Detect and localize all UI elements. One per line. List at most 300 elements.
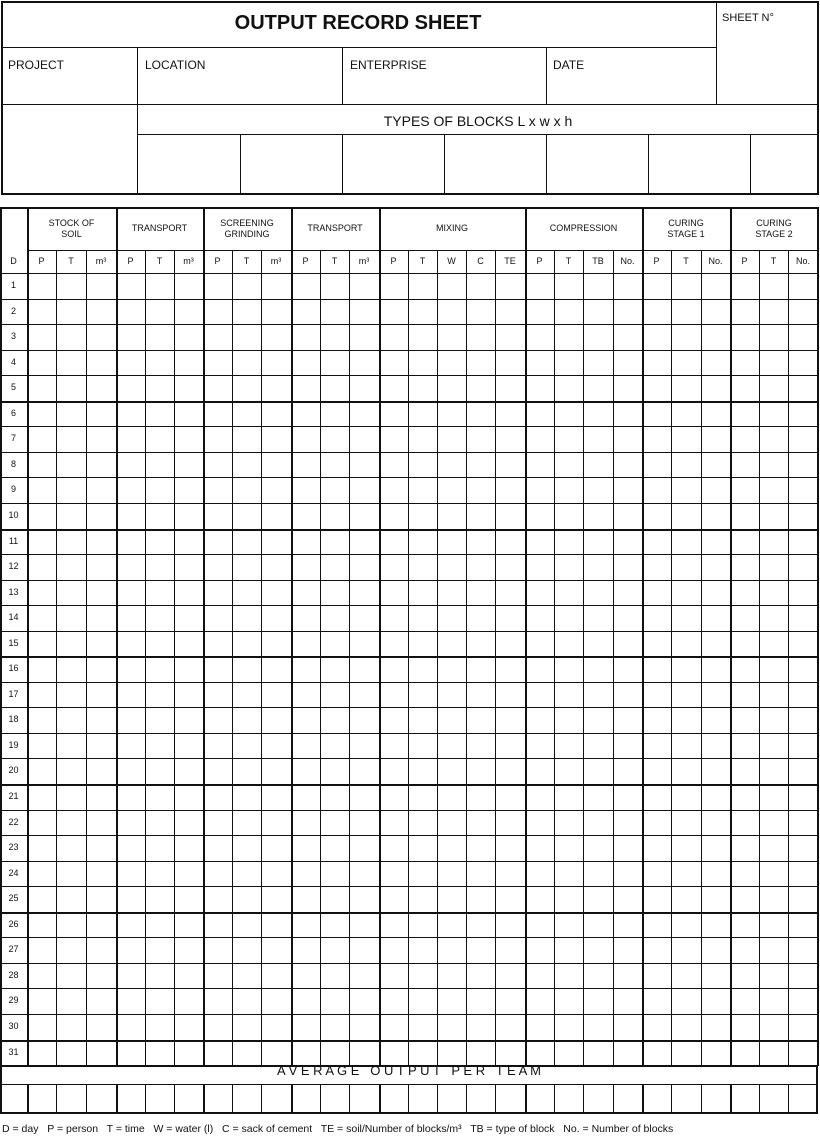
data-cell[interactable] — [87, 887, 116, 911]
data-cell[interactable] — [731, 325, 759, 349]
data-cell[interactable] — [555, 657, 583, 681]
data-cell[interactable] — [204, 402, 232, 426]
data-cell[interactable] — [526, 632, 554, 656]
data-cell[interactable] — [789, 887, 818, 911]
data-cell[interactable] — [175, 606, 203, 630]
data-cell[interactable] — [233, 376, 261, 400]
data-cell[interactable] — [292, 887, 320, 911]
data-cell[interactable] — [526, 862, 554, 886]
data-cell[interactable] — [409, 657, 437, 681]
data-cell[interactable] — [175, 478, 203, 502]
data-cell[interactable] — [584, 734, 613, 758]
data-cell[interactable] — [409, 504, 437, 528]
data-cell[interactable] — [204, 351, 232, 375]
data-cell[interactable] — [292, 632, 320, 656]
data-cell[interactable] — [262, 351, 291, 375]
data-cell[interactable] — [146, 530, 174, 554]
data-cell[interactable] — [702, 862, 730, 886]
data-cell[interactable] — [731, 504, 759, 528]
data-cell[interactable] — [321, 683, 349, 707]
data-cell[interactable] — [731, 1015, 759, 1039]
data-cell[interactable] — [292, 427, 320, 451]
data-cell[interactable] — [175, 530, 203, 554]
data-cell[interactable] — [789, 1015, 818, 1039]
data-cell[interactable] — [350, 478, 379, 502]
data-cell[interactable] — [146, 836, 174, 860]
data-cell[interactable] — [117, 887, 145, 911]
data-cell[interactable] — [321, 785, 349, 809]
data-cell[interactable] — [57, 555, 86, 579]
data-cell[interactable] — [146, 1015, 174, 1039]
data-cell[interactable] — [496, 530, 525, 554]
data-cell[interactable] — [380, 657, 408, 681]
data-cell[interactable] — [409, 581, 437, 605]
data-cell[interactable] — [526, 300, 554, 324]
data-cell[interactable] — [409, 989, 437, 1013]
data-cell[interactable] — [380, 734, 408, 758]
data-cell[interactable] — [117, 811, 145, 835]
data-cell[interactable] — [233, 1041, 261, 1065]
data-cell[interactable] — [555, 274, 583, 298]
data-cell[interactable] — [760, 785, 788, 809]
data-cell[interactable] — [555, 504, 583, 528]
data-cell[interactable] — [175, 964, 203, 988]
location-field[interactable]: LOCATION — [145, 58, 206, 72]
data-cell[interactable] — [175, 657, 203, 681]
data-cell[interactable] — [321, 1015, 349, 1039]
data-cell[interactable] — [496, 887, 525, 911]
data-cell[interactable] — [760, 555, 788, 579]
data-cell[interactable] — [584, 862, 613, 886]
data-cell[interactable] — [614, 453, 642, 477]
data-cell[interactable] — [292, 785, 320, 809]
data-cell[interactable] — [380, 478, 408, 502]
data-cell[interactable] — [672, 606, 701, 630]
data-cell[interactable] — [321, 427, 349, 451]
data-cell[interactable] — [555, 530, 583, 554]
data-cell[interactable] — [467, 759, 495, 783]
data-cell[interactable] — [526, 938, 554, 962]
data-cell[interactable] — [292, 300, 320, 324]
data-cell[interactable] — [760, 581, 788, 605]
project-field[interactable]: PROJECT — [8, 58, 65, 72]
data-cell[interactable] — [409, 555, 437, 579]
data-cell[interactable] — [526, 989, 554, 1013]
data-cell[interactable] — [262, 504, 291, 528]
data-cell[interactable] — [789, 708, 818, 732]
data-cell[interactable] — [292, 402, 320, 426]
data-cell[interactable] — [233, 478, 261, 502]
data-cell[interactable] — [496, 938, 525, 962]
data-cell[interactable] — [526, 708, 554, 732]
data-cell[interactable] — [175, 402, 203, 426]
data-cell[interactable] — [262, 402, 291, 426]
data-cell[interactable] — [467, 1015, 495, 1039]
data-cell[interactable] — [233, 913, 261, 937]
data-cell[interactable] — [175, 274, 203, 298]
data-cell[interactable] — [643, 964, 671, 988]
data-cell[interactable] — [57, 811, 86, 835]
data-cell[interactable] — [28, 989, 56, 1013]
average-cell[interactable] — [409, 1085, 436, 1111]
data-cell[interactable] — [614, 632, 642, 656]
data-cell[interactable] — [292, 376, 320, 400]
data-cell[interactable] — [555, 913, 583, 937]
data-cell[interactable] — [789, 785, 818, 809]
data-cell[interactable] — [28, 657, 56, 681]
data-cell[interactable] — [672, 836, 701, 860]
data-cell[interactable] — [262, 1041, 291, 1065]
data-cell[interactable] — [409, 938, 437, 962]
data-cell[interactable] — [87, 530, 116, 554]
data-cell[interactable] — [614, 759, 642, 783]
data-cell[interactable] — [584, 351, 613, 375]
data-cell[interactable] — [350, 887, 379, 911]
data-cell[interactable] — [555, 887, 583, 911]
data-cell[interactable] — [146, 427, 174, 451]
data-cell[interactable] — [467, 325, 495, 349]
data-cell[interactable] — [702, 376, 730, 400]
data-cell[interactable] — [262, 606, 291, 630]
data-cell[interactable] — [233, 938, 261, 962]
data-cell[interactable] — [204, 657, 232, 681]
data-cell[interactable] — [175, 1015, 203, 1039]
data-cell[interactable] — [204, 836, 232, 860]
data-cell[interactable] — [117, 453, 145, 477]
data-cell[interactable] — [292, 836, 320, 860]
data-cell[interactable] — [175, 811, 203, 835]
data-cell[interactable] — [643, 836, 671, 860]
data-cell[interactable] — [731, 351, 759, 375]
average-cell[interactable] — [731, 1085, 758, 1111]
data-cell[interactable] — [87, 402, 116, 426]
data-cell[interactable] — [146, 708, 174, 732]
data-cell[interactable] — [643, 427, 671, 451]
data-cell[interactable] — [760, 734, 788, 758]
data-cell[interactable] — [789, 453, 818, 477]
data-cell[interactable] — [702, 555, 730, 579]
data-cell[interactable] — [438, 453, 466, 477]
data-cell[interactable] — [87, 811, 116, 835]
data-cell[interactable] — [380, 836, 408, 860]
data-cell[interactable] — [146, 478, 174, 502]
data-cell[interactable] — [28, 708, 56, 732]
data-cell[interactable] — [204, 683, 232, 707]
data-cell[interactable] — [117, 913, 145, 937]
data-cell[interactable] — [380, 785, 408, 809]
data-cell[interactable] — [292, 913, 320, 937]
data-cell[interactable] — [731, 708, 759, 732]
data-cell[interactable] — [760, 325, 788, 349]
data-cell[interactable] — [409, 683, 437, 707]
data-cell[interactable] — [57, 1015, 86, 1039]
data-cell[interactable] — [175, 734, 203, 758]
data-cell[interactable] — [438, 606, 466, 630]
data-cell[interactable] — [57, 913, 86, 937]
data-cell[interactable] — [614, 1041, 642, 1065]
average-cell[interactable] — [146, 1085, 173, 1111]
data-cell[interactable] — [57, 683, 86, 707]
data-cell[interactable] — [731, 478, 759, 502]
data-cell[interactable] — [262, 759, 291, 783]
average-cell[interactable] — [555, 1085, 582, 1111]
data-cell[interactable] — [175, 938, 203, 962]
data-cell[interactable] — [380, 989, 408, 1013]
data-cell[interactable] — [672, 427, 701, 451]
data-cell[interactable] — [87, 708, 116, 732]
data-cell[interactable] — [555, 811, 583, 835]
data-cell[interactable] — [760, 989, 788, 1013]
data-cell[interactable] — [28, 734, 56, 758]
data-cell[interactable] — [321, 300, 349, 324]
data-cell[interactable] — [262, 785, 291, 809]
data-cell[interactable] — [204, 938, 232, 962]
data-cell[interactable] — [731, 785, 759, 809]
data-cell[interactable] — [175, 325, 203, 349]
data-cell[interactable] — [555, 300, 583, 324]
data-cell[interactable] — [467, 530, 495, 554]
data-cell[interactable] — [57, 300, 86, 324]
data-cell[interactable] — [496, 836, 525, 860]
data-cell[interactable] — [146, 811, 174, 835]
data-cell[interactable] — [87, 836, 116, 860]
data-cell[interactable] — [496, 504, 525, 528]
data-cell[interactable] — [146, 555, 174, 579]
data-cell[interactable] — [57, 734, 86, 758]
data-cell[interactable] — [87, 351, 116, 375]
data-cell[interactable] — [233, 632, 261, 656]
data-cell[interactable] — [28, 376, 56, 400]
data-cell[interactable] — [643, 478, 671, 502]
data-cell[interactable] — [496, 734, 525, 758]
data-cell[interactable] — [175, 759, 203, 783]
data-cell[interactable] — [233, 606, 261, 630]
data-cell[interactable] — [233, 811, 261, 835]
data-cell[interactable] — [87, 964, 116, 988]
data-cell[interactable] — [28, 478, 56, 502]
data-cell[interactable] — [702, 504, 730, 528]
data-cell[interactable] — [672, 683, 701, 707]
data-cell[interactable] — [731, 376, 759, 400]
data-cell[interactable] — [409, 734, 437, 758]
data-cell[interactable] — [292, 1041, 320, 1065]
data-cell[interactable] — [702, 683, 730, 707]
data-cell[interactable] — [117, 427, 145, 451]
data-cell[interactable] — [204, 785, 232, 809]
data-cell[interactable] — [584, 683, 613, 707]
data-cell[interactable] — [760, 632, 788, 656]
data-cell[interactable] — [28, 325, 56, 349]
data-cell[interactable] — [117, 504, 145, 528]
data-cell[interactable] — [350, 504, 379, 528]
data-cell[interactable] — [438, 964, 466, 988]
data-cell[interactable] — [614, 836, 642, 860]
data-cell[interactable] — [292, 555, 320, 579]
data-cell[interactable] — [262, 862, 291, 886]
average-cell[interactable] — [467, 1085, 494, 1111]
data-cell[interactable] — [28, 453, 56, 477]
data-cell[interactable] — [409, 274, 437, 298]
data-cell[interactable] — [409, 351, 437, 375]
data-cell[interactable] — [614, 887, 642, 911]
data-cell[interactable] — [292, 530, 320, 554]
data-cell[interactable] — [146, 964, 174, 988]
data-cell[interactable] — [614, 964, 642, 988]
data-cell[interactable] — [789, 351, 818, 375]
data-cell[interactable] — [496, 453, 525, 477]
data-cell[interactable] — [292, 504, 320, 528]
data-cell[interactable] — [262, 274, 291, 298]
data-cell[interactable] — [467, 938, 495, 962]
data-cell[interactable] — [526, 325, 554, 349]
data-cell[interactable] — [233, 274, 261, 298]
data-cell[interactable] — [496, 989, 525, 1013]
data-cell[interactable] — [350, 530, 379, 554]
data-cell[interactable] — [614, 606, 642, 630]
data-cell[interactable] — [643, 989, 671, 1013]
data-cell[interactable] — [731, 913, 759, 937]
data-cell[interactable] — [87, 989, 116, 1013]
data-cell[interactable] — [467, 632, 495, 656]
data-cell[interactable] — [409, 606, 437, 630]
data-cell[interactable] — [350, 811, 379, 835]
data-cell[interactable] — [321, 708, 349, 732]
data-cell[interactable] — [555, 862, 583, 886]
data-cell[interactable] — [438, 478, 466, 502]
data-cell[interactable] — [204, 530, 232, 554]
data-cell[interactable] — [643, 606, 671, 630]
data-cell[interactable] — [380, 1041, 408, 1065]
data-cell[interactable] — [233, 989, 261, 1013]
data-cell[interactable] — [584, 887, 613, 911]
data-cell[interactable] — [409, 964, 437, 988]
data-cell[interactable] — [292, 964, 320, 988]
data-cell[interactable] — [262, 453, 291, 477]
data-cell[interactable] — [584, 402, 613, 426]
data-cell[interactable] — [204, 300, 232, 324]
data-cell[interactable] — [672, 504, 701, 528]
data-cell[interactable] — [233, 862, 261, 886]
data-cell[interactable] — [117, 581, 145, 605]
data-cell[interactable] — [57, 708, 86, 732]
data-cell[interactable] — [262, 989, 291, 1013]
data-cell[interactable] — [760, 1041, 788, 1065]
data-cell[interactable] — [496, 300, 525, 324]
data-cell[interactable] — [702, 759, 730, 783]
data-cell[interactable] — [292, 734, 320, 758]
data-cell[interactable] — [57, 1041, 86, 1065]
data-cell[interactable] — [57, 530, 86, 554]
data-cell[interactable] — [28, 555, 56, 579]
data-cell[interactable] — [380, 530, 408, 554]
data-cell[interactable] — [614, 708, 642, 732]
data-cell[interactable] — [614, 989, 642, 1013]
data-cell[interactable] — [380, 453, 408, 477]
data-cell[interactable] — [233, 453, 261, 477]
data-cell[interactable] — [57, 376, 86, 400]
data-cell[interactable] — [555, 453, 583, 477]
data-cell[interactable] — [496, 351, 525, 375]
data-cell[interactable] — [204, 964, 232, 988]
data-cell[interactable] — [146, 581, 174, 605]
data-cell[interactable] — [438, 734, 466, 758]
data-cell[interactable] — [731, 606, 759, 630]
date-field[interactable]: DATE — [553, 58, 585, 72]
data-cell[interactable] — [584, 581, 613, 605]
data-cell[interactable] — [555, 836, 583, 860]
data-cell[interactable] — [87, 1015, 116, 1039]
data-cell[interactable] — [496, 581, 525, 605]
data-cell[interactable] — [526, 478, 554, 502]
data-cell[interactable] — [672, 376, 701, 400]
data-cell[interactable] — [496, 785, 525, 809]
data-cell[interactable] — [643, 811, 671, 835]
data-cell[interactable] — [702, 581, 730, 605]
data-cell[interactable] — [262, 478, 291, 502]
data-cell[interactable] — [438, 836, 466, 860]
data-cell[interactable] — [555, 964, 583, 988]
data-cell[interactable] — [496, 1015, 525, 1039]
data-cell[interactable] — [643, 913, 671, 937]
data-cell[interactable] — [496, 811, 525, 835]
data-cell[interactable] — [526, 759, 554, 783]
data-cell[interactable] — [321, 530, 349, 554]
data-cell[interactable] — [350, 606, 379, 630]
data-cell[interactable] — [350, 657, 379, 681]
data-cell[interactable] — [321, 504, 349, 528]
data-cell[interactable] — [526, 887, 554, 911]
data-cell[interactable] — [584, 836, 613, 860]
average-cell[interactable] — [584, 1085, 612, 1111]
data-cell[interactable] — [380, 274, 408, 298]
data-cell[interactable] — [204, 274, 232, 298]
data-cell[interactable] — [526, 1041, 554, 1065]
data-cell[interactable] — [614, 402, 642, 426]
data-cell[interactable] — [526, 581, 554, 605]
data-cell[interactable] — [204, 1041, 232, 1065]
data-cell[interactable] — [409, 453, 437, 477]
data-cell[interactable] — [496, 325, 525, 349]
data-cell[interactable] — [409, 530, 437, 554]
data-cell[interactable] — [438, 785, 466, 809]
data-cell[interactable] — [204, 989, 232, 1013]
data-cell[interactable] — [146, 504, 174, 528]
data-cell[interactable] — [175, 1041, 203, 1065]
data-cell[interactable] — [28, 683, 56, 707]
data-cell[interactable] — [526, 683, 554, 707]
data-cell[interactable] — [292, 862, 320, 886]
data-cell[interactable] — [672, 785, 701, 809]
data-cell[interactable] — [789, 759, 818, 783]
data-cell[interactable] — [57, 657, 86, 681]
data-cell[interactable] — [262, 300, 291, 324]
data-cell[interactable] — [204, 555, 232, 579]
data-cell[interactable] — [28, 938, 56, 962]
data-cell[interactable] — [731, 887, 759, 911]
data-cell[interactable] — [292, 989, 320, 1013]
data-cell[interactable] — [409, 862, 437, 886]
data-cell[interactable] — [175, 504, 203, 528]
data-cell[interactable] — [262, 964, 291, 988]
data-cell[interactable] — [760, 708, 788, 732]
data-cell[interactable] — [672, 759, 701, 783]
data-cell[interactable] — [614, 1015, 642, 1039]
data-cell[interactable] — [57, 989, 86, 1013]
data-cell[interactable] — [614, 683, 642, 707]
data-cell[interactable] — [409, 325, 437, 349]
data-cell[interactable] — [57, 836, 86, 860]
data-cell[interactable] — [175, 453, 203, 477]
